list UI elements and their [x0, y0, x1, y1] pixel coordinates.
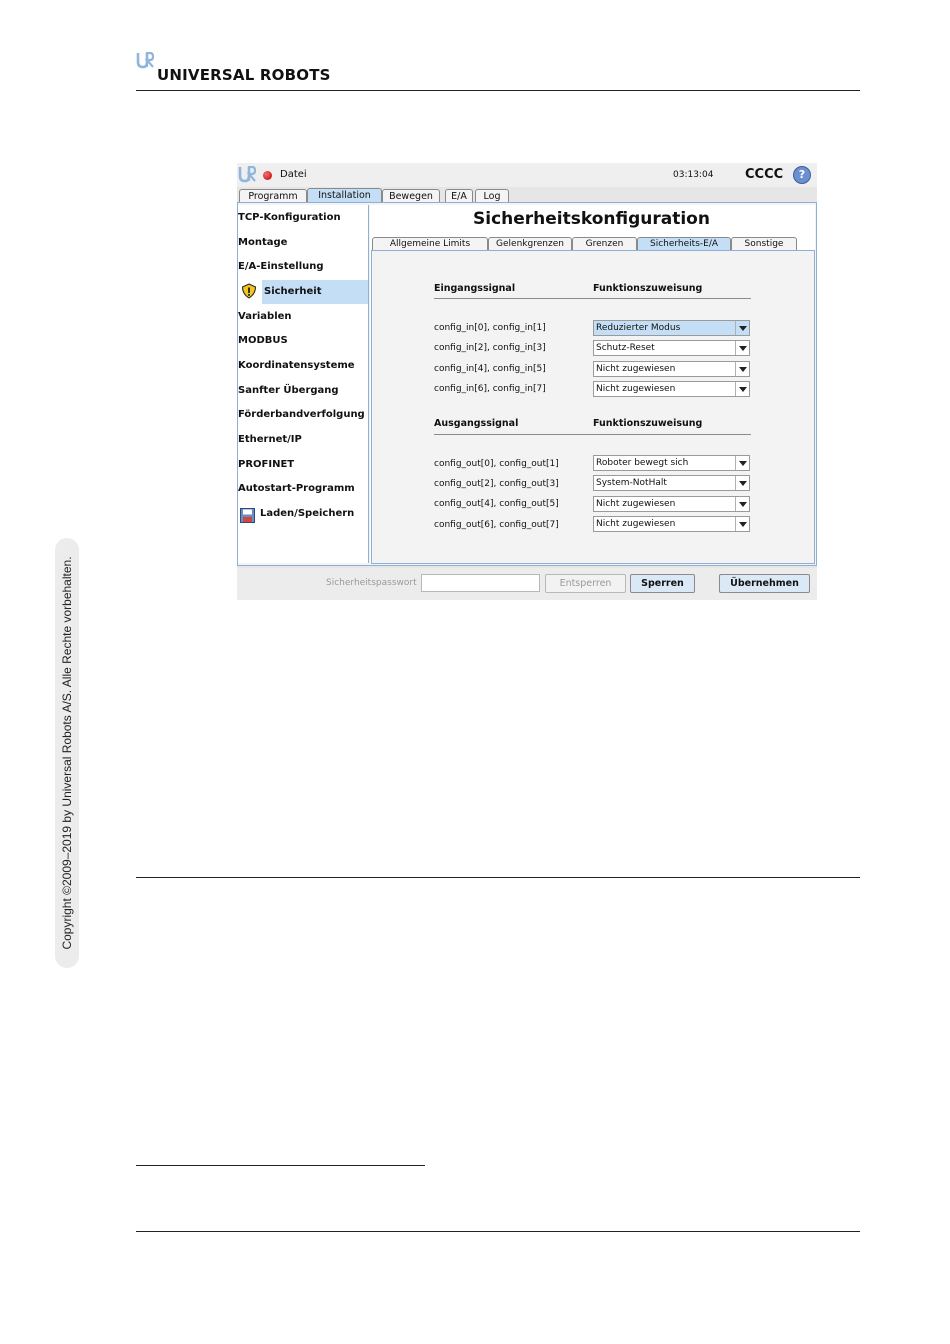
input-signal-label: config_in[2], config_in[3]	[434, 343, 546, 353]
sidebar-item-sicherheit[interactable]: Sicherheit	[264, 286, 322, 297]
password-input[interactable]	[421, 574, 540, 592]
sidebar-item-tcp[interactable]: TCP-Konfiguration	[238, 212, 341, 223]
output-signal-label: config_out[6], config_out[7]	[434, 520, 559, 530]
robot-code: CCCC	[745, 167, 784, 182]
status-dot-icon	[263, 171, 272, 180]
chevron-down-icon[interactable]	[735, 517, 749, 531]
output-signal-label: config_out[4], config_out[5]	[434, 499, 559, 509]
file-menu[interactable]: Datei	[280, 169, 307, 180]
chevron-down-icon[interactable]	[735, 456, 749, 470]
chevron-down-icon[interactable]	[735, 476, 749, 490]
output-function-dropdown[interactable]	[593, 516, 750, 532]
sidebar-item-ethernet-ip[interactable]: Ethernet/IP	[238, 434, 302, 445]
dropdown-value: Roboter bewegt sich	[596, 458, 689, 468]
lock-button[interactable]: Sperren	[630, 574, 695, 593]
copyright-pill	[55, 538, 79, 968]
subtab-allgemeine-limits[interactable]: Allgemeine Limits	[372, 237, 488, 250]
footnote-rule	[136, 1165, 425, 1166]
dropdown-value: Schutz-Reset	[596, 343, 655, 353]
output-signal-label: config_out[0], config_out[1]	[434, 459, 559, 469]
sidebar-item-variablen[interactable]: Variablen	[238, 311, 292, 322]
ur-app-icon	[238, 166, 256, 184]
dropdown-value: Nicht zugewiesen	[596, 519, 676, 529]
input-signal-header: Eingangssignal	[434, 283, 516, 294]
input-header-rule	[434, 298, 751, 299]
sidebar-item-ea-einstellung[interactable]: E/A-Einstellung	[238, 261, 324, 272]
unlock-button[interactable]: Entsperren	[545, 574, 626, 593]
chevron-down-icon[interactable]	[735, 497, 749, 511]
subtab-sonstige[interactable]: Sonstige	[731, 237, 797, 250]
input-function-dropdown[interactable]	[593, 320, 750, 336]
tab-programm[interactable]: Programm	[239, 189, 307, 203]
dropdown-value: Nicht zugewiesen	[596, 364, 676, 374]
sidebar-item-koordinatensysteme[interactable]: Koordinatensysteme	[238, 360, 355, 371]
tab-ea[interactable]: E/A	[445, 189, 473, 203]
sidebar-item-modbus[interactable]: MODBUS	[238, 335, 288, 346]
output-function-dropdown[interactable]	[593, 475, 750, 491]
chevron-down-icon[interactable]	[735, 382, 749, 396]
apply-button[interactable]: Übernehmen	[719, 574, 810, 593]
tab-bewegen[interactable]: Bewegen	[382, 189, 440, 203]
sidebar-item-autostart[interactable]: Autostart-Programm	[238, 483, 355, 494]
tab-installation[interactable]: Installation	[307, 188, 382, 203]
chevron-down-icon[interactable]	[735, 362, 749, 376]
sidebar-item-sanfter-uebergang[interactable]: Sanfter Übergang	[238, 385, 339, 396]
output-function-dropdown[interactable]	[593, 455, 750, 471]
dropdown-value: Nicht zugewiesen	[596, 499, 676, 509]
sidebar-item-laden-speichern[interactable]: Laden/Speichern	[260, 508, 355, 519]
footer-rule	[136, 1231, 860, 1232]
chevron-down-icon[interactable]	[735, 321, 749, 335]
sidebar-item-foerderband[interactable]: Förderbandverfolgung	[238, 409, 365, 420]
top-bar	[237, 163, 817, 187]
help-icon[interactable]: ?	[793, 166, 811, 184]
input-function-dropdown[interactable]	[593, 340, 750, 356]
chevron-down-icon[interactable]	[735, 341, 749, 355]
clock: 03:13:04	[673, 170, 714, 180]
section-rule	[136, 877, 860, 878]
output-signal-label: config_out[2], config_out[3]	[434, 479, 559, 489]
dropdown-value: Reduzierter Modus	[596, 323, 681, 333]
brand-name: UNIVERSAL ROBOTS	[157, 66, 331, 84]
subtab-gelenkgrenzen[interactable]: Gelenkgrenzen	[488, 237, 572, 250]
dropdown-value: System-NotHalt	[596, 478, 667, 488]
dropdown-value: Nicht zugewiesen	[596, 384, 676, 394]
input-function-header: Funktionszuweisung	[593, 283, 703, 294]
output-header-rule	[434, 434, 751, 435]
save-icon	[240, 508, 255, 523]
robot-ui-screenshot	[237, 163, 817, 600]
sidebar-item-montage[interactable]: Montage	[238, 237, 288, 248]
output-signal-header: Ausgangssignal	[434, 418, 519, 429]
input-signal-label: config_in[0], config_in[1]	[434, 323, 546, 333]
input-signal-label: config_in[4], config_in[5]	[434, 364, 546, 374]
input-function-dropdown[interactable]	[593, 381, 750, 397]
subtab-sicherheits-ea[interactable]: Sicherheits-E/A	[637, 237, 731, 250]
subtab-grenzen[interactable]: Grenzen	[572, 237, 637, 250]
tab-log[interactable]: Log	[475, 189, 509, 203]
shield-warning-icon	[241, 283, 257, 299]
header-rule	[136, 90, 860, 91]
password-label: Sicherheitspasswort	[326, 578, 417, 588]
input-signal-label: config_in[6], config_in[7]	[434, 384, 546, 394]
page-title: Sicherheitskonfiguration	[473, 209, 710, 229]
output-function-dropdown[interactable]	[593, 496, 750, 512]
ur-logo-icon	[136, 52, 154, 70]
sidebar-item-profinet[interactable]: PROFINET	[238, 459, 295, 470]
input-function-dropdown[interactable]	[593, 361, 750, 377]
copyright-text: Copyright ©2009–2019 by Universal Robots A/S. Alle Rechte vorbehalten.	[60, 556, 74, 950]
output-function-header: Funktionszuweisung	[593, 418, 703, 429]
